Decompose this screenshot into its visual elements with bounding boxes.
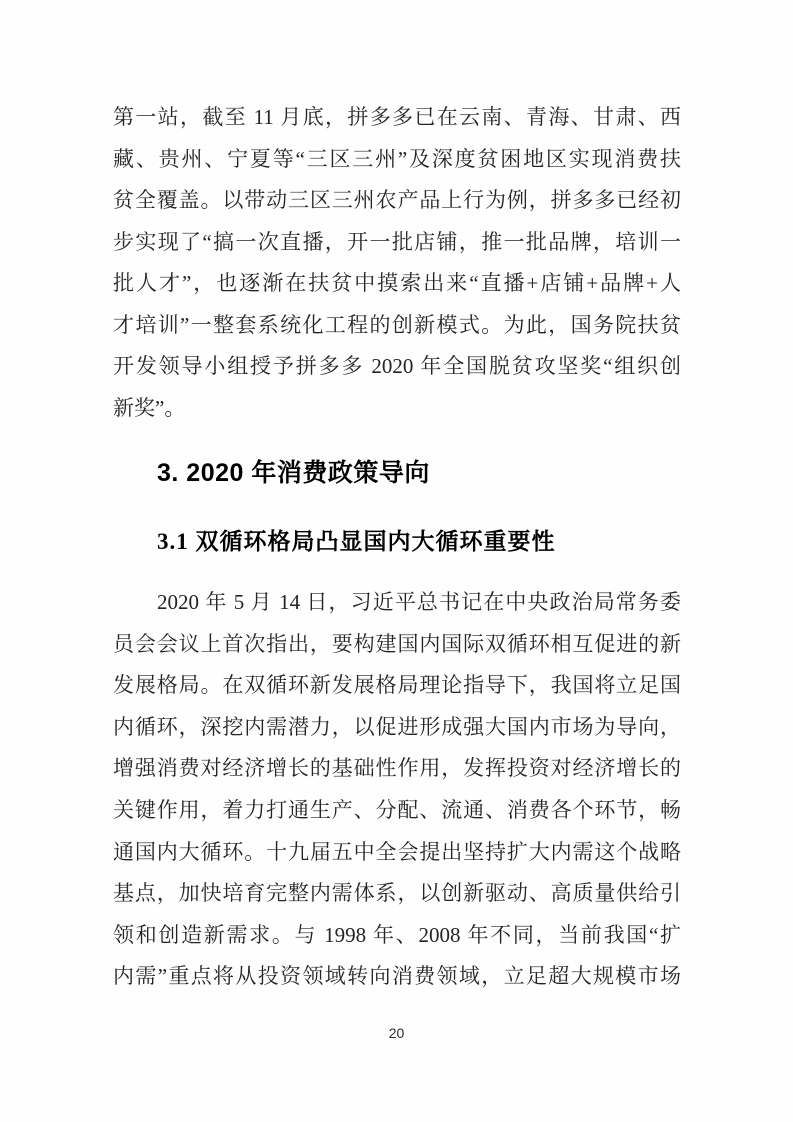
body-text-line: 开发领导小组授予拼多多 2020 年全国脱贫攻坚奖“组织创 — [113, 354, 681, 378]
body-text-line: 员会会议上首次指出，要构建国内国际双循环相互促进的新 — [113, 631, 681, 656]
page-number: 20 — [388, 1025, 405, 1041]
body-text-line: 第一站，截至 11 月底，拼多多已在云南、青海、甘肃、西 — [113, 105, 681, 129]
body-text-line: 内循环，深挖内需潜力，以促进形成强大国内市场为导向， — [113, 714, 681, 739]
body-text-line: 关键作用，着力打通生产、分配、流通、消费各个环节，畅 — [113, 797, 681, 822]
paragraph-dual-circulation — [113, 582, 681, 998]
body-text-line: 内需”重点将从投资领域转向消费领域，立足超大规模市场 — [113, 964, 681, 989]
body-text-line: 通国内大循环。十九届五中全会提出坚持扩大内需这个战略 — [113, 839, 681, 864]
body-text-line: 批人才”，也逐渐在扶贫中摸索出来“直播+店铺+品牌+人 — [113, 271, 681, 295]
body-text-line: 基点，加快培育完整内需体系，以创新驱动、高质量供给引 — [113, 881, 681, 906]
body-text-line: 藏、贵州、宁夏等“三区三州”及深度贫困地区实现消费扶 — [113, 146, 681, 171]
subsection-heading-dual-circulation: 3.1 双循环格局凸显国内大循环重要性 — [157, 529, 556, 554]
body-text-line: 2020 年 5 月 14 日，习近平总书记在中央政治局常务委 — [157, 590, 681, 614]
body-text-line: 才培训”一整套系统化工程的创新模式。为此，国务院扶贫 — [113, 312, 681, 337]
body-text-line: 新奖”。 — [113, 395, 186, 420]
body-text-line: 步实现了“搞一次直播，开一批店铺，推一批品牌，培训一 — [113, 229, 681, 254]
body-text-line: 发展格局。在双循环新发展格局理论指导下，我国将立足国 — [113, 673, 681, 698]
body-text-line: 贫全覆盖。以带动三区三州农产品上行为例，拼多多已经初 — [113, 188, 681, 212]
body-text-line: 领和创造新需求。与 1998 年、2008 年不同，当前我国“扩 — [113, 922, 681, 947]
body-text-line: 增强消费对经济增长的基础性作用，发挥投资对经济增长的 — [113, 756, 681, 781]
paragraph-poverty-relief — [113, 97, 681, 429]
section-heading-consumption-policy: 3. 2020 年消费政策导向 — [157, 459, 430, 487]
